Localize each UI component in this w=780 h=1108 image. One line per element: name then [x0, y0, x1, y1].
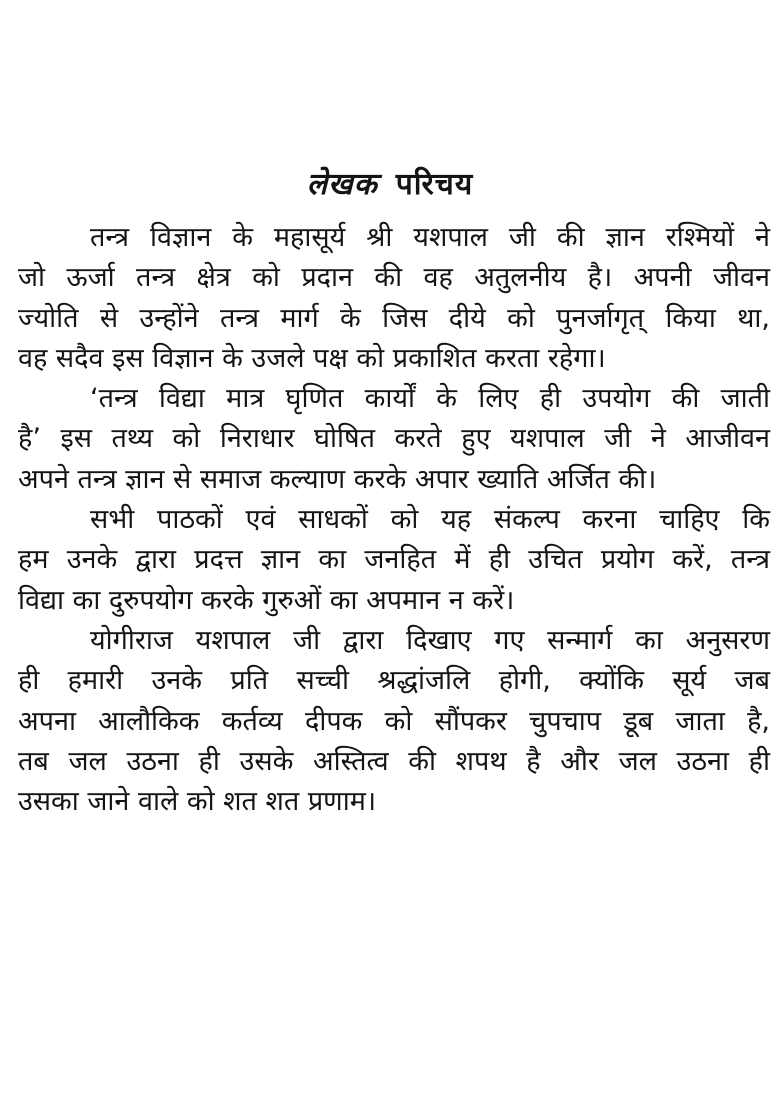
text-line: ही हमारी उनके प्रति सच्ची श्रद्धांजलि होगी, क्योंकि सूर्य जब	[18, 665, 770, 697]
title-word-author: लेखक	[306, 167, 378, 202]
text-line: अपने तन्त्र ज्ञान से समाज कल्याण करके अपार ख्याति अर्जित की।	[18, 463, 657, 495]
title-word-introduction: परिचय	[395, 167, 474, 202]
body-text	[18, 218, 770, 822]
text-line: ‘तन्त्र विद्या मात्र घृणित कार्यों के लिए ही उपयोग की जाती	[90, 383, 770, 415]
text-line: सभी पाठकों एवं साधकों को यह संकल्प करना चाहिए कि	[90, 504, 770, 536]
text-line: तब जल उठना ही उसके अस्तित्व की शपथ है और जल उठना ही	[18, 745, 770, 777]
text-line: वह सदैव इस विज्ञान के उजले पक्ष को प्रकाशित करता रहेगा।	[18, 342, 606, 374]
text-line: अपना आलौकिक कर्तव्य दीपक को सौंपकर चुपचाप डूब जाता है,	[18, 705, 770, 737]
text-line: जो ऊर्जा तन्त्र क्षेत्र को प्रदान की वह अतुलनीय है। अपनी जीवन	[18, 262, 770, 294]
text-line: तन्त्र विज्ञान के महासूर्य श्री यशपाल जी की ज्ञान रश्मियों ने	[90, 222, 770, 253]
text-line: विद्या का दुरुपयोग करके गुरुओं का अपमान न करें।	[18, 584, 515, 616]
text-line: है’ इस तथ्य को निराधार घोषित करते हुए यशपाल जी ने आजीवन	[18, 423, 770, 455]
text-line: उसका जाने वाले को शत शत प्रणाम।	[18, 786, 377, 818]
text-line: हम उनके द्वारा प्रदत्त ज्ञान का जनहित में ही उचित प्रयोग करें, तन्त्र	[18, 544, 770, 576]
page-title	[0, 163, 780, 207]
text-line: योगीराज यशपाल जी द्वारा दिखाए गए सन्मार्ग का अनुसरण	[90, 624, 770, 656]
text-line: ज्योति से उन्होंने तन्त्र मार्ग के जिस दीये को पुनर्जागृत् किया था,	[18, 302, 770, 334]
